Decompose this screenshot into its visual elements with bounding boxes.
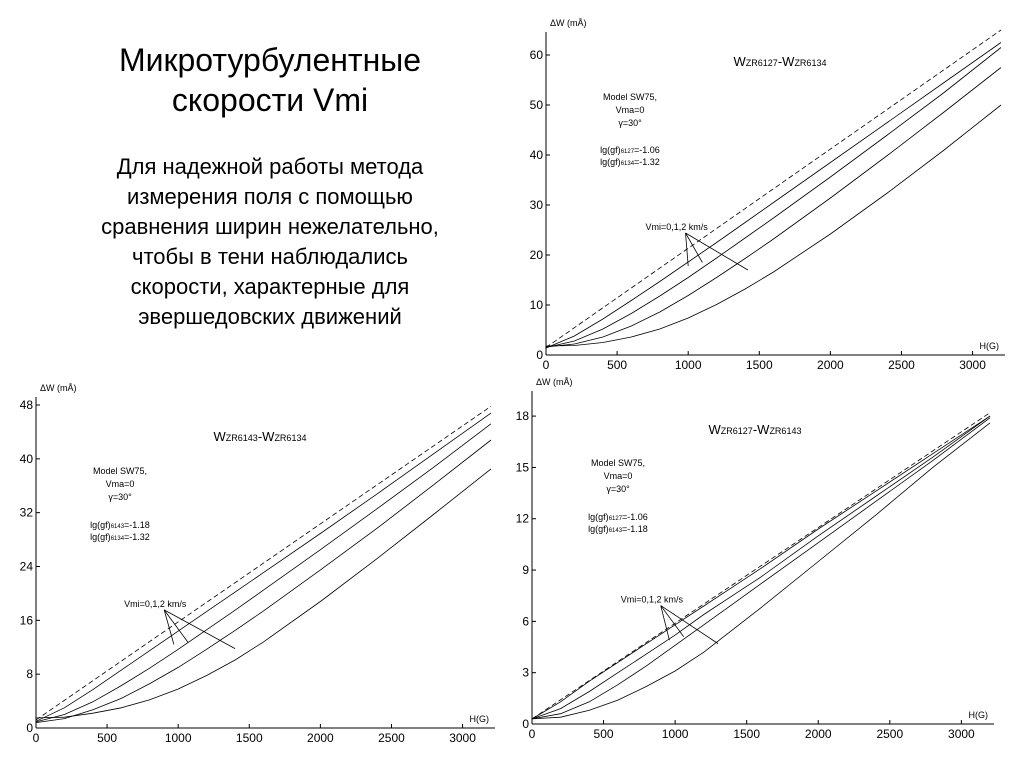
gf-annotation-line xyxy=(90,520,150,530)
x-tick-label: 0 xyxy=(32,731,40,745)
chart-title xyxy=(709,422,802,437)
body-line: измерения поля с помощью xyxy=(127,184,413,209)
y-tick-label: 50 xyxy=(529,98,543,112)
y-tick-label: 6 xyxy=(522,614,529,629)
x-tick-label: 1000 xyxy=(661,727,689,741)
chart-title xyxy=(214,429,307,444)
gf-part: 6143 xyxy=(608,528,623,534)
model-annotation-line: Vma=0 xyxy=(615,105,645,115)
gf-part: =-1.06 xyxy=(634,145,660,155)
title-part: W xyxy=(213,429,226,444)
gf-part: 6127 xyxy=(620,149,635,155)
title-part: ZR6127 xyxy=(720,426,753,436)
vmi-pointer-line xyxy=(164,610,235,649)
title-part: W xyxy=(733,54,746,69)
y-tick-label: 20 xyxy=(529,248,543,262)
x-tick-label: 500 xyxy=(593,727,614,741)
gf-part: lg(gf) xyxy=(600,157,621,167)
x-tick-label: 2000 xyxy=(817,358,844,372)
series-line-vmi-0 xyxy=(546,43,1001,349)
y-tick-label: 24 xyxy=(19,559,33,574)
x-tick-label: 2000 xyxy=(804,727,832,741)
gf-annotation-line xyxy=(588,524,648,534)
title-part: ZR6134 xyxy=(794,58,827,68)
model-annotation-line: γ=30° xyxy=(606,484,630,494)
y-tick-label: 40 xyxy=(19,451,33,466)
model-annotation-line: Model SW75, xyxy=(602,92,658,102)
gf-part: 6127 xyxy=(608,516,623,522)
model-annotation-line: γ=30° xyxy=(108,492,132,502)
model-annotation-line: Model SW75, xyxy=(590,458,646,468)
y-tick-label: 3 xyxy=(522,665,529,680)
title-part: ZR6134 xyxy=(274,433,307,443)
slide-title-line-2: скорости Vmi xyxy=(171,82,369,118)
x-axis-label: H(G) xyxy=(968,710,988,720)
x-tick-label: 2500 xyxy=(876,727,904,741)
gf-part: lg(gf) xyxy=(90,520,111,530)
chart-title xyxy=(734,54,827,69)
y-tick-label: 32 xyxy=(19,505,33,520)
body-line: Для надежной работы метода xyxy=(116,154,424,179)
y-axis-label: ΔW (mÅ) xyxy=(550,18,587,28)
gf-part: lg(gf) xyxy=(588,524,609,534)
vmi-label: Vmi=0,1,2 km/s xyxy=(124,598,187,609)
gf-annotation-line xyxy=(600,157,660,167)
x-tick-label: 0 xyxy=(542,358,550,372)
y-axis-label: ΔW (mÅ) xyxy=(40,383,77,393)
model-annotation-line: Vma=0 xyxy=(603,471,633,481)
body-line: сравнения ширин нежелательно, xyxy=(101,214,439,239)
y-tick-label: 18 xyxy=(515,409,529,424)
y-tick-label: 30 xyxy=(529,198,543,212)
chart-zr6127-zr6134 xyxy=(510,8,1010,383)
y-tick-label: 60 xyxy=(529,48,543,62)
vmi-pointer-line xyxy=(686,233,748,270)
y-tick-label: 0 xyxy=(536,348,543,362)
gf-annotation-line xyxy=(600,145,660,155)
body-line: скорости, характерные для xyxy=(130,274,410,299)
x-tick-label: 1500 xyxy=(235,731,263,745)
chart-zr6143-zr6134 xyxy=(0,383,495,766)
title-part: ZR6127 xyxy=(745,58,778,68)
gf-part: lg(gf) xyxy=(600,145,621,155)
x-tick-label: 2000 xyxy=(307,731,334,745)
x-tick-label: 2500 xyxy=(888,358,915,372)
vmi-label: Vmi=0,1,2 km/s xyxy=(620,594,684,605)
y-tick-label: 15 xyxy=(515,460,529,475)
x-axis-label: H(G) xyxy=(979,341,999,351)
y-tick-label: 12 xyxy=(515,511,529,526)
x-tick-label: 3000 xyxy=(959,358,986,372)
y-tick-label: 0 xyxy=(26,721,33,735)
x-tick-label: 500 xyxy=(97,731,118,745)
series-line-vmi-3 xyxy=(546,105,1001,346)
series-line-vmi-0 xyxy=(36,413,491,721)
slide-body-text xyxy=(55,152,485,332)
x-tick-label: 1000 xyxy=(674,358,702,372)
y-tick-label: 0 xyxy=(522,717,529,731)
y-axis-label: ΔW (mÅ) xyxy=(536,377,573,387)
y-tick-label: 10 xyxy=(529,298,543,312)
y-tick-label: 40 xyxy=(529,148,543,162)
gf-part: 6143 xyxy=(110,524,125,530)
body-line: эвершедовских движений xyxy=(138,304,402,329)
x-tick-label: 1500 xyxy=(745,358,773,372)
gf-part: lg(gf) xyxy=(588,512,609,522)
model-annotation-line: Model SW75, xyxy=(92,466,148,476)
vmi-pointer-line xyxy=(164,610,188,643)
gf-annotation-line xyxy=(588,512,648,522)
x-tick-label: 1500 xyxy=(733,727,761,741)
x-axis-label: H(G) xyxy=(469,714,489,724)
slide-title-line-1: Микротурбулентные xyxy=(118,42,422,78)
y-tick-label: 9 xyxy=(522,563,529,578)
gf-part: =-1.18 xyxy=(622,524,648,534)
x-tick-label: 1000 xyxy=(164,731,192,745)
model-annotation-line: γ=30° xyxy=(618,118,642,128)
y-tick-label: 16 xyxy=(19,613,33,628)
title-part: -W xyxy=(777,54,795,69)
title-part: -W xyxy=(752,422,770,437)
slide-title xyxy=(60,40,480,120)
title-part: ZR6143 xyxy=(225,433,258,443)
series-line-dashed xyxy=(546,30,1001,348)
x-tick-label: 0 xyxy=(528,727,536,741)
x-tick-label: 2500 xyxy=(378,731,405,745)
title-part: -W xyxy=(257,429,275,444)
series-line-vmi-3 xyxy=(36,469,491,718)
gf-part: 6134 xyxy=(110,536,125,542)
x-tick-label: 500 xyxy=(607,358,628,372)
y-tick-label: 8 xyxy=(26,667,33,682)
title-part: ZR6143 xyxy=(769,426,802,436)
x-tick-label: 3000 xyxy=(948,727,975,741)
chart-zr6127-zr6143 xyxy=(500,377,1010,766)
gf-part: lg(gf) xyxy=(90,532,111,542)
vmi-label: Vmi=0,1,2 km/s xyxy=(645,222,708,232)
model-annotation-line: Vma=0 xyxy=(105,479,135,489)
series-line-vmi-2 xyxy=(36,440,491,723)
gf-part: =-1.06 xyxy=(622,512,648,522)
series-line-dashed xyxy=(36,406,491,720)
x-tick-label: 3000 xyxy=(449,731,476,745)
gf-part: =-1.18 xyxy=(124,520,150,530)
gf-part: =-1.32 xyxy=(634,157,660,167)
gf-annotation-line xyxy=(90,532,150,542)
body-line: чтобы в тени наблюдались xyxy=(132,244,408,269)
series-line-vmi-2 xyxy=(546,68,1001,348)
y-tick-label: 48 xyxy=(19,398,33,412)
title-part: W xyxy=(708,422,721,437)
gf-part: 6134 xyxy=(620,161,635,167)
vmi-pointer-line xyxy=(661,606,718,644)
gf-part: =-1.32 xyxy=(124,532,150,542)
